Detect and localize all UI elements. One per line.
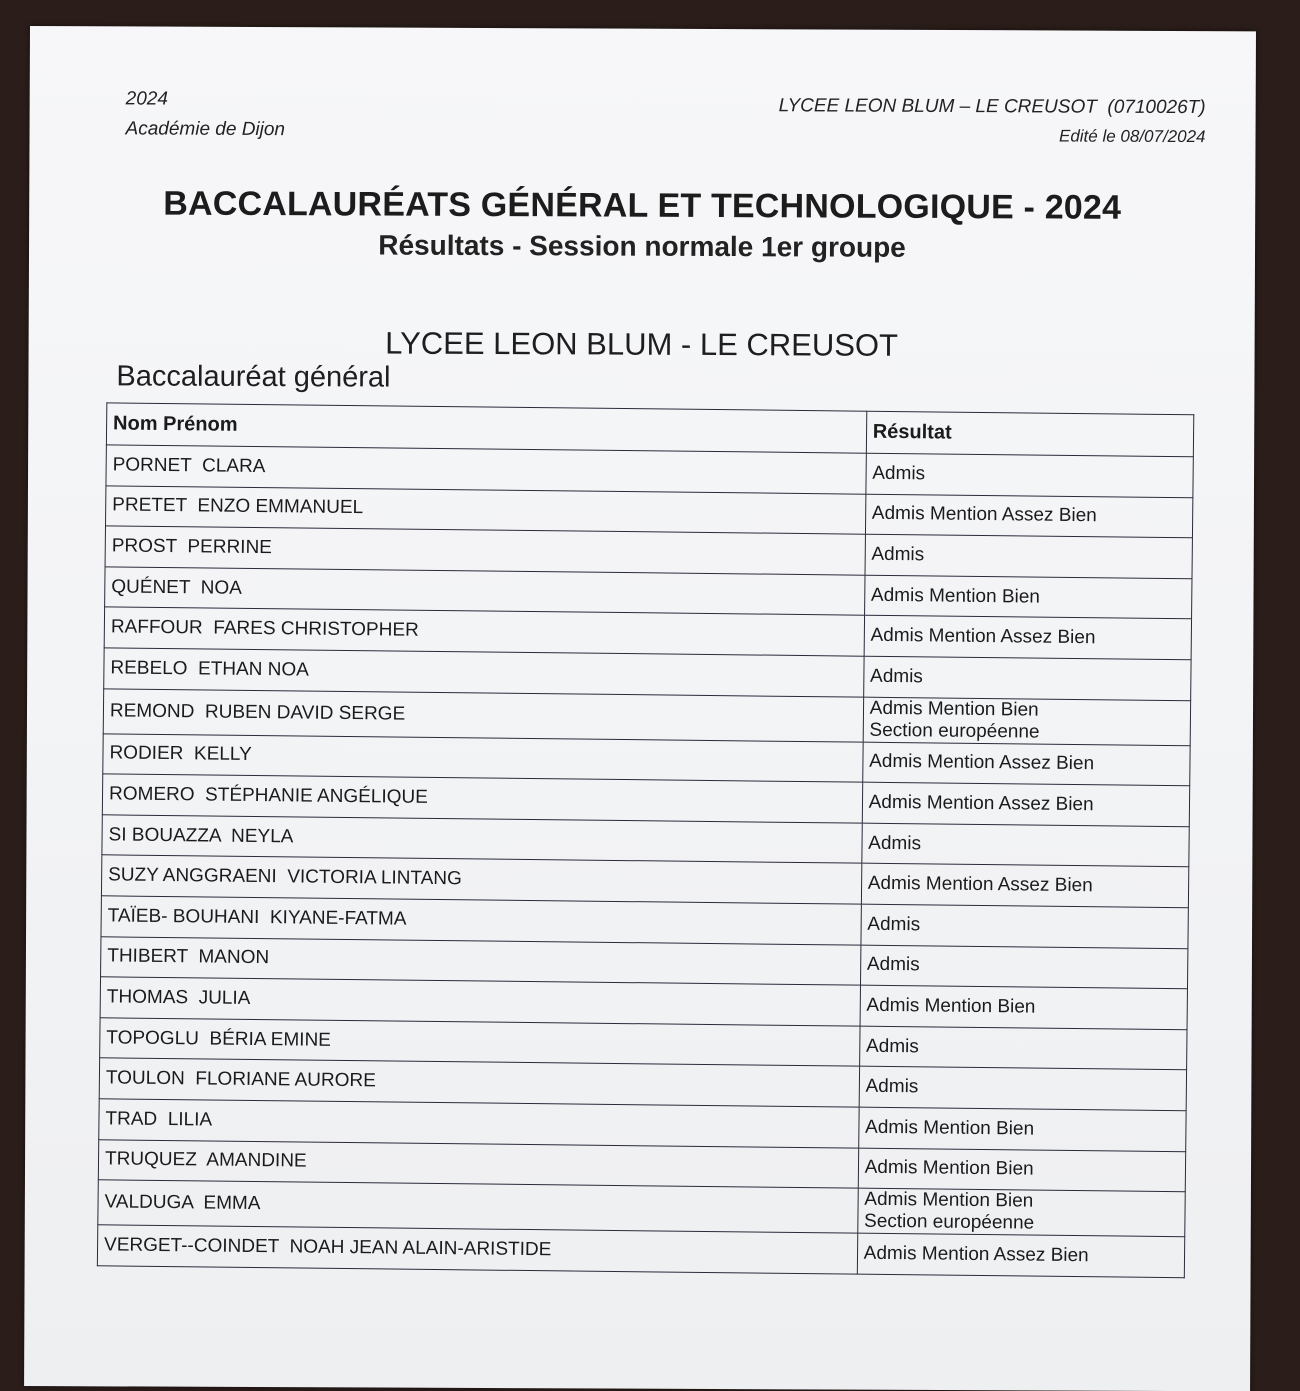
student-name: ROMERO STÉPHANIE ANGÉLIQUE xyxy=(102,774,862,823)
student-name: REBELO ETHAN NOA xyxy=(104,648,864,697)
student-name: THIBERT MANON xyxy=(101,936,861,985)
header-left xyxy=(125,84,285,145)
student-result xyxy=(861,864,1189,908)
document-page xyxy=(24,26,1256,1391)
student-name: TRUQUEZ AMANDINE xyxy=(98,1139,858,1188)
student-name: SI BOUAZZA NEYLA xyxy=(102,815,862,864)
student-name: REMOND RUBEN DAVID SERGE xyxy=(103,688,863,741)
student-name: PROST PERRINE xyxy=(105,526,865,575)
student-name: VERGET--COINDET NOAH JEAN ALAIN-ARISTIDE xyxy=(97,1225,857,1274)
student-name: SUZY ANGGRAENI VICTORIA LINTANG xyxy=(101,855,861,904)
student-result xyxy=(860,985,1188,1029)
student-name: TOULON FLORIANE AURORE xyxy=(99,1058,859,1107)
student-name: RODIER KELLY xyxy=(103,733,863,782)
result-text: Admis Mention Bien xyxy=(866,994,1036,1018)
student-name: TRAD LILIA xyxy=(99,1099,859,1148)
header-school-code: LYCEE LEON BLUM – LE CREUSOT (0710026T) xyxy=(778,95,1206,119)
result-text: Admis Mention Assez Bien xyxy=(870,624,1096,649)
student-name: QUÉNET NOA xyxy=(105,567,865,616)
result-text: Admis xyxy=(867,913,921,936)
student-result xyxy=(865,494,1193,538)
student-name: PORNET CLARA xyxy=(106,445,866,494)
student-result xyxy=(862,823,1190,867)
result-text: Admis Mention Assez Bien xyxy=(871,503,1097,527)
column-header-name: Nom Prénom xyxy=(106,403,866,453)
section-title: Baccalauréat général xyxy=(116,360,391,394)
results-table xyxy=(97,402,1194,1278)
student-result xyxy=(864,575,1192,619)
result-text: Admis xyxy=(866,954,920,976)
result-option-text: Section européenne xyxy=(863,1210,1035,1234)
student-result xyxy=(861,904,1189,948)
page-subtitle: Résultats - Session normale 1er groupe xyxy=(378,229,906,263)
student-result xyxy=(857,1188,1185,1237)
student-name: THOMAS JULIA xyxy=(100,977,860,1026)
student-result xyxy=(859,1066,1187,1110)
result-text: Admis Mention Bien xyxy=(864,1188,1034,1212)
result-text: Admis Mention Assez Bien xyxy=(867,872,1093,897)
student-result xyxy=(863,697,1191,746)
student-result xyxy=(865,534,1193,578)
student-result xyxy=(857,1233,1185,1277)
student-name: RAFFOUR FARES CHRISTOPHER xyxy=(104,607,864,656)
result-text: Admis Mention Bien xyxy=(869,697,1039,721)
result-text: Admis xyxy=(865,1075,919,1098)
column-header-result: Résultat xyxy=(866,411,1194,457)
student-name: VALDUGA EMMA xyxy=(98,1180,858,1233)
student-result xyxy=(862,782,1190,826)
result-text: Admis Mention Bien xyxy=(864,1157,1034,1180)
result-text: Admis Mention Bien xyxy=(870,584,1041,608)
result-text: Admis Mention Assez Bien xyxy=(863,1242,1089,1267)
result-text: Admis xyxy=(872,462,926,485)
student-result xyxy=(863,656,1191,700)
result-text: Admis xyxy=(868,832,922,854)
school-name: LYCEE LEON BLUM - LE CREUSOT xyxy=(385,325,899,363)
result-text: Admis Mention Assez Bien xyxy=(868,791,1094,816)
result-option-text: Section européenne xyxy=(869,719,1040,743)
result-text: Admis xyxy=(865,1035,919,1057)
student-name: TAÏEB- BOUHANI KIYANE-FATMA xyxy=(101,896,861,945)
page-title: BACCALAURÉATS GÉNÉRAL ET TECHNOLOGIQUE - 2024 xyxy=(163,184,1122,227)
student-result xyxy=(858,1148,1186,1192)
header-right xyxy=(778,91,1205,151)
student-result xyxy=(866,453,1194,497)
student-result xyxy=(859,1026,1187,1070)
header-edit-date: Edité le 08/07/2024 xyxy=(1058,126,1206,147)
result-text: Admis xyxy=(869,665,923,688)
student-result xyxy=(860,945,1188,989)
result-text: Admis Mention Bien xyxy=(865,1116,1035,1140)
student-result xyxy=(862,742,1190,786)
table-body xyxy=(97,445,1193,1278)
header-academy: Académie de Dijon xyxy=(125,118,286,141)
student-result xyxy=(864,616,1192,660)
student-name: TOPOGLU BÉRIA EMINE xyxy=(100,1018,860,1067)
header-year: 2024 xyxy=(125,88,169,110)
student-name: PRETET ENZO EMMANUEL xyxy=(105,485,865,534)
result-text: Admis xyxy=(871,543,925,566)
student-result xyxy=(858,1107,1186,1151)
result-text: Admis Mention Assez Bien xyxy=(869,751,1095,775)
